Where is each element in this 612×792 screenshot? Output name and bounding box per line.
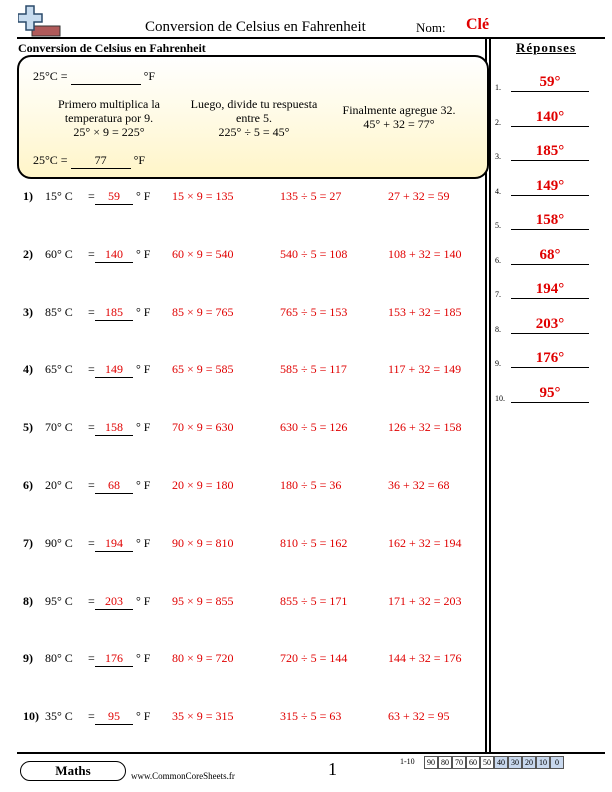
column-divider-right (489, 37, 491, 752)
answer-blank: 68 (95, 478, 133, 494)
step-divide: 540 ÷ 5 = 108 (280, 246, 348, 261)
celsius-value: 70° C (45, 420, 73, 435)
answer-blank: 140 (95, 247, 133, 263)
answer-key-number: 7. (495, 290, 501, 299)
step-multiply: 70 × 9 = 630 (172, 420, 234, 435)
name-value: Clé (466, 16, 490, 33)
question-row (0, 420, 485, 440)
question-number: 8) (23, 593, 33, 608)
answer-key-value: 68° (511, 247, 589, 265)
answer-blank: 95 (95, 709, 133, 725)
example-step2: Luego, divide tu respuesta entre 5. 225° ÷ 5 = 45° (190, 97, 318, 139)
section-title: Conversion de Celsius en Fahrenheit (18, 41, 206, 55)
celsius-value: 20° C (45, 478, 73, 492)
equals-sign: = (88, 246, 95, 261)
answer-key-number: 6. (495, 255, 501, 265)
step-add: 108 + 32 = 140 (388, 246, 462, 261)
score-cell: 0 (550, 756, 564, 769)
question-number: 5) (23, 420, 33, 435)
step-multiply: 65 × 9 = 585 (172, 362, 234, 377)
page-number: 1 (328, 759, 337, 779)
subject-badge: Maths (20, 761, 126, 781)
answer-key-value: 176° (511, 350, 589, 368)
equals-sign: = (88, 189, 95, 203)
question-row (0, 536, 485, 556)
answer-key-row (495, 212, 605, 234)
step-add: 117 + 32 = 149 (388, 362, 462, 377)
equals-sign: = (88, 651, 95, 666)
step-divide: 585 ÷ 5 = 117 (280, 362, 347, 377)
equals-sign: = (88, 478, 95, 492)
answer-key-value: 149° (511, 178, 589, 196)
fahrenheit-unit: ° F (136, 189, 151, 203)
score-cell: 70 (452, 756, 466, 769)
step-divide: 720 ÷ 5 = 144 (280, 651, 348, 666)
step-multiply: 20 × 9 = 180 (172, 478, 234, 492)
score-cell: 50 (480, 756, 494, 769)
celsius-value: 95° C (45, 593, 73, 608)
step-multiply: 80 × 9 = 720 (172, 651, 234, 666)
answer-key-number: 9. (495, 359, 501, 368)
question-number: 3) (23, 304, 33, 319)
name-label: Nom: (416, 20, 446, 35)
step-multiply: 35 × 9 = 315 (172, 709, 234, 724)
question-number: 10) (23, 709, 39, 724)
answer-blank: 185 (95, 305, 133, 321)
step-add: 171 + 32 = 203 (388, 593, 462, 608)
step-add: 27 + 32 = 59 (388, 189, 450, 203)
fahrenheit-unit: ° F (136, 478, 151, 492)
answer-key-row (495, 74, 605, 96)
fahrenheit-unit: ° F (136, 362, 151, 377)
equals-sign: = (88, 709, 95, 724)
step-add: 153 + 32 = 185 (388, 304, 462, 319)
score-cell: 40 (494, 756, 508, 769)
answer-blank: 59 (95, 189, 133, 205)
fahrenheit-unit: ° F (136, 535, 151, 550)
step-multiply: 60 × 9 = 540 (172, 246, 234, 261)
answer-key-value: 140° (511, 109, 589, 127)
step-multiply: 90 × 9 = 810 (172, 535, 234, 550)
answer-key-row (495, 385, 605, 407)
answer-key-row (495, 143, 605, 165)
score-range-label: 1-10 (400, 757, 415, 766)
step-multiply: 95 × 9 = 855 (172, 593, 234, 608)
step-add: 36 + 32 = 68 (388, 478, 450, 492)
equals-sign: = (88, 420, 95, 435)
celsius-value: 65° C (45, 362, 73, 377)
answer-key-number: 4. (495, 186, 501, 196)
question-row (0, 651, 485, 671)
answer-blank: 194 (95, 536, 133, 552)
score-cell: 20 (522, 756, 536, 769)
answer-key-row (495, 247, 605, 269)
example-line2: 25°C = 77 °F (33, 153, 146, 167)
equals-sign: = (88, 593, 95, 608)
score-cell: 80 (438, 756, 452, 769)
fahrenheit-unit: ° F (136, 420, 151, 435)
step-add: 126 + 32 = 158 (388, 420, 462, 435)
step-add: 63 + 32 = 95 (388, 709, 450, 724)
answer-blank: 203 (95, 594, 133, 610)
question-number: 2) (23, 246, 33, 261)
example-line1: 25°C = °F (33, 69, 156, 83)
example-box (17, 55, 489, 179)
answer-key-row (495, 178, 605, 200)
step-multiply: 85 × 9 = 765 (172, 304, 234, 319)
score-cell: 90 (424, 756, 438, 769)
answer-key-number: 8. (495, 324, 501, 334)
question-row (0, 189, 485, 209)
answer-key-number: 2. (495, 117, 501, 127)
step-divide: 855 ÷ 5 = 171 (280, 593, 348, 608)
answer-key-row (495, 281, 605, 303)
fahrenheit-unit: ° F (136, 651, 151, 666)
answer-key-value: 194° (511, 281, 589, 299)
page-title: Conversion de Celsius en Fahrenheit (145, 19, 366, 35)
fahrenheit-unit: ° F (136, 593, 151, 608)
equals-sign: = (88, 362, 95, 377)
fahrenheit-unit: ° F (136, 709, 151, 724)
question-row (0, 362, 485, 382)
answer-key-number: 3. (495, 152, 501, 161)
score-cell: 60 (466, 756, 480, 769)
answer-key-value: 185° (511, 143, 589, 161)
step-divide: 315 ÷ 5 = 63 (280, 709, 342, 724)
question-number: 4) (23, 362, 33, 377)
answer-key-row (495, 350, 605, 372)
step-divide: 135 ÷ 5 = 27 (280, 189, 342, 203)
answer-key-value: 95° (511, 385, 589, 403)
celsius-value: 15° C (45, 189, 73, 203)
equals-sign: = (88, 535, 95, 550)
answer-key-row (495, 316, 605, 338)
step-multiply: 15 × 9 = 135 (172, 189, 234, 203)
answer-key-value: 158° (511, 212, 589, 230)
answer-key-value: 203° (511, 316, 589, 334)
celsius-value: 35° C (45, 709, 73, 724)
step-add: 144 + 32 = 176 (388, 651, 462, 666)
answer-key-number: 1. (495, 83, 501, 92)
fahrenheit-unit: ° F (136, 246, 151, 261)
question-row (0, 478, 485, 498)
step-divide: 630 ÷ 5 = 126 (280, 420, 348, 435)
question-row (0, 247, 485, 267)
answer-key-number: 5. (495, 221, 501, 230)
step-add: 162 + 32 = 194 (388, 535, 462, 550)
celsius-value: 60° C (45, 246, 73, 261)
responses-title: Réponses (516, 40, 577, 55)
score-cell: 30 (508, 756, 522, 769)
answer-key-row (495, 109, 605, 131)
example-step1: Primero multiplica la temperatura por 9. 25° × 9 = 225° (58, 97, 160, 139)
step-divide: 180 ÷ 5 = 36 (280, 478, 342, 492)
header-divider (17, 37, 605, 39)
plus-logo-icon (18, 4, 62, 38)
step-divide: 765 ÷ 5 = 153 (280, 304, 348, 319)
celsius-value: 90° C (45, 535, 73, 550)
footer-url: www.CommonCoreSheets.fr (131, 771, 235, 781)
answer-blank: 158 (95, 420, 133, 436)
celsius-value: 80° C (45, 651, 73, 666)
answer-blank: 149 (95, 362, 133, 378)
footer-divider (17, 752, 605, 754)
fahrenheit-unit: ° F (136, 304, 151, 319)
score-cell: 10 (536, 756, 550, 769)
question-number: 1) (23, 189, 33, 203)
answer-key-number: 10. (495, 393, 505, 403)
question-row (0, 305, 485, 325)
question-row (0, 594, 485, 614)
example-step3: Finalmente agregue 32. 45° + 32 = 77° (342, 103, 456, 131)
question-number: 7) (23, 535, 33, 550)
question-number: 9) (23, 651, 33, 666)
celsius-value: 85° C (45, 304, 73, 319)
question-row (0, 709, 485, 729)
answer-key-value: 59° (511, 74, 589, 92)
question-number: 6) (23, 478, 33, 492)
answer-blank: 176 (95, 651, 133, 667)
equals-sign: = (88, 304, 95, 319)
step-divide: 810 ÷ 5 = 162 (280, 535, 348, 550)
